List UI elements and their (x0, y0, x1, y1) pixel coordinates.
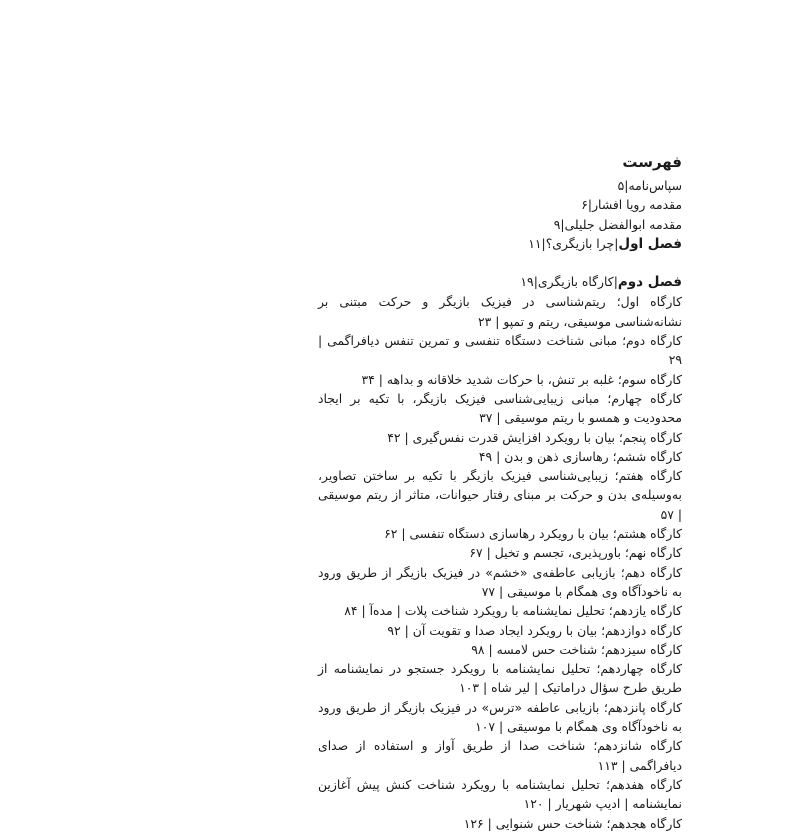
workshop-entry: کارگاه هفتم؛ زیبایی‌شناسی فیزیک بازیگر با تکیه بر ساختن تصاویر، به‌وسیله‌ی بدن و حرکت بر مبنای رفتار حیوانات، متاثر از ریتم موسیقی | ۵۷ (318, 468, 682, 522)
entry-page: ۶۲ (384, 526, 398, 542)
entry-page: ۷۷ (481, 583, 496, 599)
entry-label: کارگاه هجدهم؛ شناخت حس شنوایی (495, 815, 682, 831)
entry-label: کارگاه سوم؛ غلبه بر تنش، با حرکات شدید خلاقانه و بداهه (386, 371, 682, 387)
entry-label: کارگاه هفتم؛ زیبایی‌شناسی فیزیک بازیگر با تکیه بر ساختن تصاویر، به‌وسیله‌ی بدن و حرکت بر مبنای رفتار حیوانات، متاثر از ریتم موسیقی (318, 468, 682, 503)
workshop-entry: کارگاه دوازدهم؛ بیان با رویکرد ایجاد صدا و تقویت آن | ۹۲ (387, 622, 682, 638)
chapter-entry: فصل اول|چرا بازیگری؟|۱۱ (528, 235, 682, 252)
entry-page: ۴۹ (478, 448, 493, 464)
entry-page: ۶۷ (469, 545, 483, 561)
entry-label: مقدمه ابوالفضل جلیلی (564, 216, 682, 232)
workshop-entry: کارگاه یازدهم؛ تحلیل نمایشنامه با رویکرد شناخت پلات | مده‌آ | ۸۴ (344, 603, 682, 619)
chapter-head: فصل دوم (617, 274, 682, 291)
entry-page: ۶ (581, 197, 588, 213)
workshop-entry: کارگاه سوم؛ غلبه بر تنش، با حرکات شدید خلاقانه و بداهه | ۳۴ (361, 371, 682, 387)
entry-page: ۱۱ (528, 235, 542, 251)
entry-label: کارگاه اول؛ ریتم‌شناسی در فیزیک بازیگر و حرکت مبتنی بر نشانه‌شناسی موسیقی، ریتم و تمپو (318, 294, 682, 329)
entry-page: ۹۲ (387, 622, 401, 638)
entry-label: مقدمه رویا افشار (592, 197, 682, 213)
workshop-entry: کارگاه دوم؛ مبانی شناخت دستگاه تنفسی و تمرین تنفس دیافراگمی | ۲۹ (318, 333, 682, 368)
toc-entry: مقدمه رویا افشار|۶ (581, 197, 682, 213)
entry-label: کارگاه چهارم؛ مبانی زیبایی‌شناسی فیزیک بازیگر، با تکیه بر ایجاد محدودیت و همسو با ریتم موسیقی (318, 390, 682, 426)
entry-label: کارگاه شانزدهم؛ شناخت صدا از طریق آواز و استفاده از صدای دیافراگمی (318, 738, 682, 773)
entry-label: سپاس‌نامه (628, 178, 682, 193)
toc-entry: سپاس‌نامه|۵ (617, 178, 682, 193)
entry-page: ۱۹ (520, 274, 534, 290)
entry-page: ۲۹ (668, 352, 682, 368)
entry-label: چرا بازیگری؟ (545, 235, 615, 251)
workshop-entry: کارگاه اول؛ ریتم‌شناسی در فیزیک بازیگر و حرکت مبتنی بر نشانه‌شناسی موسیقی، ریتم و تمپو | ۲۳ (318, 294, 682, 329)
entry-label: کارگاه نهم؛ باورپذیری، تجسم و تخیل (494, 545, 682, 561)
workshop-entry: کارگاه هشتم؛ بیان با رویکرد رهاسازی دستگاه تنفسی | ۶۲ (384, 526, 682, 542)
workshop-entry: کارگاه سیزدهم؛ شناخت حس لامسه | ۹۸ (471, 641, 682, 657)
entry-label: کارگاه دهم؛ بازیابی عاطفه‌ی «خشم» در فیزیک بازیگر از طریق ورود به ناخودآگاه وی همگام با موسیقی (318, 564, 682, 599)
entry-page: ۵ (617, 178, 625, 193)
workshop-entry: کارگاه شانزدهم؛ شناخت صدا از طریق آواز و استفاده از صدای دیافراگمی | ۱۱۳ (318, 738, 682, 773)
workshop-list (318, 292, 682, 832)
entry-page: ۴۲ (387, 429, 401, 445)
workshop-entry: کارگاه پنجم؛ بیان با رویکرد افزایش قدرت نفس‌گیری | ۴۲ (387, 429, 682, 445)
toc-entry: مقدمه ابوالفضل جلیلی|۹ (553, 216, 682, 232)
entry-page: ۱۰۷ (475, 719, 496, 735)
entry-label: کارگاه یازدهم؛ تحلیل نمایشنامه با رویکرد شناخت پلات | مده‌آ (369, 603, 682, 619)
entry-page: ۸۴ (344, 603, 358, 619)
workshop-entry: کارگاه چهاردهم؛ تحلیل نمایشنامه با رویکرد جستجو در نمایشنامه از طریق طرح سؤال دراماتیک | لیر شاه | ۱۰۳ (318, 661, 682, 696)
workshop-entry: کارگاه هفدهم؛ تحلیل نمایشنامه با رویکرد شناخت کنش پیش آغازین نمایشنامه | ادیپ شهریار | ۱۲۰ (318, 776, 682, 812)
workshop-entry: کارگاه هجدهم؛ شناخت حس شنوایی | ۱۲۶ (463, 815, 682, 831)
entry-label: کارگاه پانزدهم؛ بازیابی عاطفه «ترس» در فیزیک بازیگر از طریق ورود به ناخودآگاه وی همگام با موسیقی (318, 699, 682, 735)
entry-page: ۹ (553, 216, 561, 232)
entry-label: کارگاه هفدهم؛ تحلیل نمایشنامه با رویکرد شناخت کنش پیش آغازین نمایشنامه | ادیپ شهریار (318, 776, 682, 812)
entry-label: کارگاه بازیگری (537, 274, 614, 290)
entry-label: کارگاه دوازدهم؛ بیان با رویکرد ایجاد صدا و تقویت آن (412, 622, 682, 638)
entry-page: ۱۲۶ (463, 815, 484, 831)
entry-page: ۱۰۳ (459, 680, 480, 696)
entry-page: ۳۴ (361, 371, 375, 387)
entry-page: ۹۸ (471, 641, 485, 657)
workshop-entry: کارگاه ششم؛ رهاسازی ذهن و بدن | ۴۹ (478, 448, 682, 464)
section-gap (318, 254, 682, 272)
entry-page: ۱۲۰ (523, 796, 544, 812)
entry-label: کارگاه پنجم؛ بیان با رویکرد افزایش قدرت نفس‌گیری (412, 429, 682, 445)
entry-page: ۳۷ (479, 410, 493, 426)
workshop-entry: کارگاه پانزدهم؛ بازیابی عاطفه «ترس» در فیزیک بازیگر از طریق ورود به ناخودآگاه وی همگام با موسیقی | ۱۰۷ (318, 699, 682, 735)
table-of-contents (318, 152, 682, 833)
chapter-entry: فصل دوم|کارگاه بازیگری|۱۹ (520, 274, 682, 291)
workshop-entry: کارگاه دهم؛ بازیابی عاطفه‌ی «خشم» در فیزیک بازیگر از طریق ورود به ناخودآگاه وی همگام با موسیقی | ۷۷ (318, 564, 682, 599)
entry-page: ۱۱۳ (597, 757, 618, 773)
entry-label: کارگاه ششم؛ رهاسازی ذهن و بدن (504, 448, 682, 464)
entry-page: ۵۷ (660, 506, 674, 522)
workshop-entry: کارگاه نهم؛ باورپذیری، تجسم و تخیل | ۶۷ (469, 545, 682, 561)
workshop-entry: کارگاه چهارم؛ مبانی زیبایی‌شناسی فیزیک بازیگر، با تکیه بر ایجاد محدودیت و همسو با ریتم موسیقی | ۳۷ (318, 390, 682, 426)
entry-label: کارگاه هشتم؛ بیان با رویکرد رهاسازی دستگاه تنفسی (409, 526, 682, 542)
chapter-head: فصل اول (618, 235, 682, 252)
toc-title: فهرست (622, 153, 682, 171)
entry-label: کارگاه سیزدهم؛ شناخت حس لامسه (496, 641, 682, 657)
entry-label: کارگاه دوم؛ مبانی شناخت دستگاه تنفسی و تمرین تنفس دیافراگمی (327, 333, 682, 349)
entry-page: ۲۳ (477, 313, 492, 329)
entry-label: کارگاه چهاردهم؛ تحلیل نمایشنامه با رویکرد جستجو در نمایشنامه از طریق طرح سؤال دراماتیک | لیر شاه (318, 661, 682, 696)
